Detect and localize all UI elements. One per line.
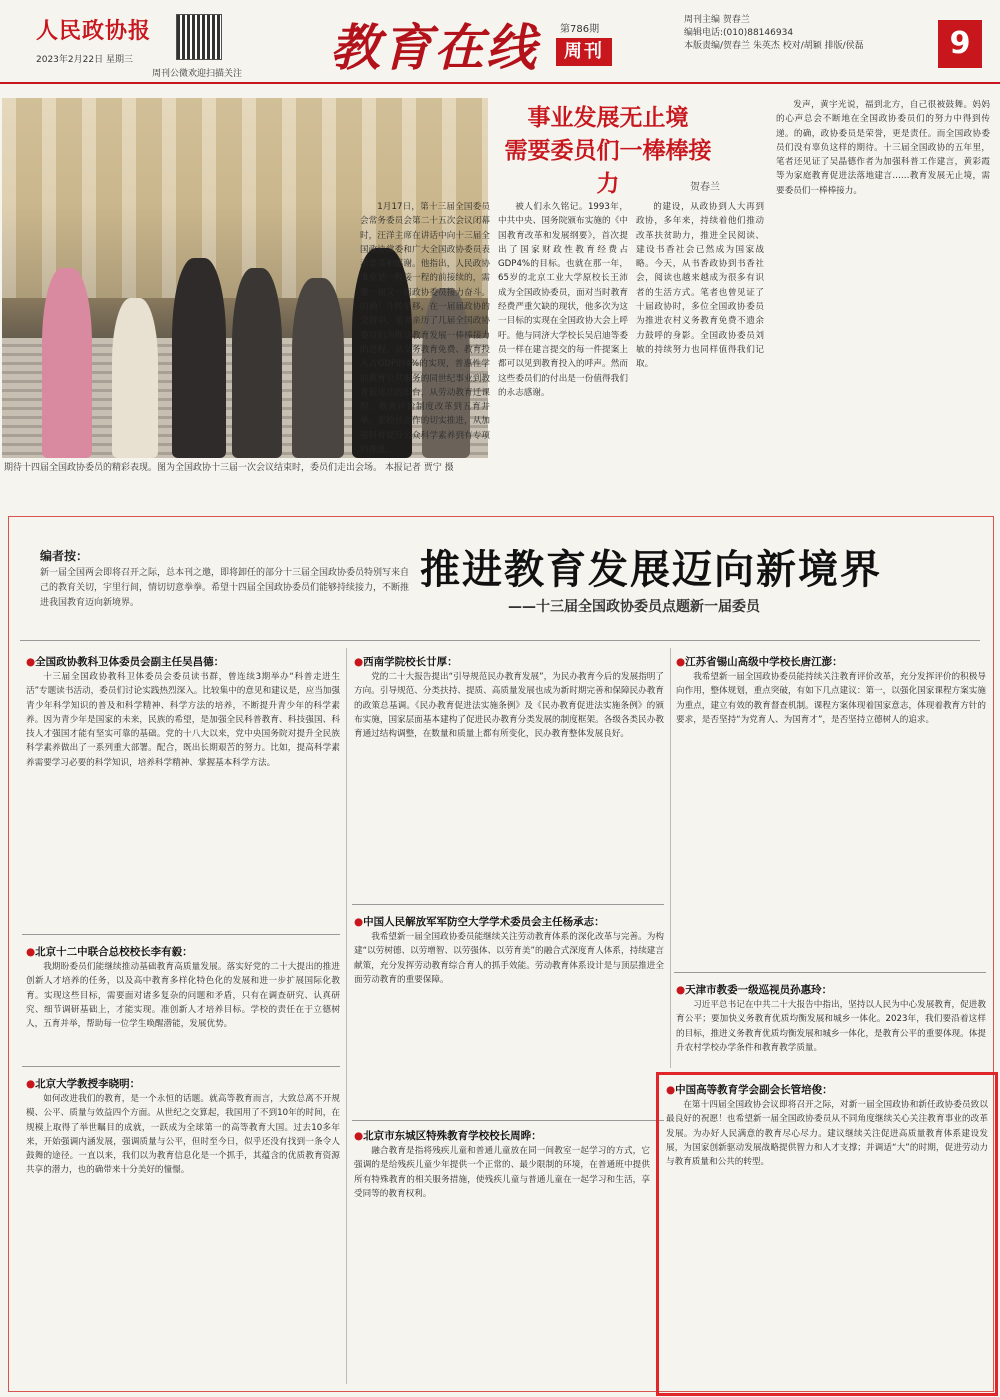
photo-figure — [292, 278, 344, 458]
editor-note: 新一届全国两会即将召开之际，总本刊之邀，即将卸任的部分十三届全国政协委员特别写来自己的教育关切，宇里行间，情切切意拳拳。希望十四届全国政协委员们能够持续接力，不断推进我国教育迈向新境界。 — [40, 568, 410, 608]
photo-figure — [232, 268, 282, 458]
section-heading: ●全国政协教科卫体委员会副主任吴昌德： — [26, 656, 225, 668]
photo-figure — [112, 298, 158, 458]
section-body: 习近平总书记在中共二十大报告中指出，坚持以人民为中心发展教育，促进教育公平；要加快义务教育优质均衡发展和城乡一体化。2023年，我们要沿着这样的目标，推进义务教育优质均衡发展和城乡一体化，是教育公平的重要体现。体提升农村学校办学条件和教育教学质量。 — [676, 1000, 986, 1053]
lead-column — [776, 98, 990, 498]
lead-column — [360, 200, 490, 500]
qr-note: 周刊公微欢迎扫描关注 — [152, 69, 243, 79]
masthead-rule — [0, 82, 1000, 84]
column-divider — [346, 648, 347, 1384]
issue-date: 2023年2月22日 星期三 — [36, 55, 133, 65]
section-body: 党的二十大报告提出“引导规范民办教育发展”，为民办教育今后的发展指明了方向。引导规范、分类扶持、提质、高质量发展也成为新时期完善和保障民办教育的政策总基调。《民办教育促进法实施条例》及《民办教育促进法实施条例》的颁布实施，国家层面基本建构了促进民办教育分类发展的制度框架。各级各类民办教育通过结构调整，在数量和质量上都有所变化，民办教育整体发展良好。 — [354, 672, 664, 740]
section-body: 我期盼委员们能继续推动基础教育高质量发展。落实好党的二十大提出的推进创新人才培养的任务，以及高中教育多样化特色化的发展和进一步扩展国际化教育。实现这些目标，需要面对诸多复杂的问题和矛盾，只有在调查研究、认真研究、细节调研基础上，才能实现。准创新人才培养目标。学校的责任在于立德树人，五育并举，帮助每一位学生唤醒潜能，发展优势。 — [26, 962, 340, 1030]
page-number: 9 — [938, 20, 982, 68]
qr-code-icon — [176, 14, 222, 60]
editor-info-line: 周刊主编 贺春兰 — [684, 15, 750, 25]
lead-paragraph: 发声，黄宇光说，福到北方，自己很被鼓舞。妈妈的心声总会不断地在全国政协委员们的努力中得到传递。的确，政协委员是荣誉，更是责任。而全国政协委员们没有辜负这样的期待。十三届全国政协的五年里，笔者还见证了吴晶德作者为加强科普工作建言，黄彩霞等为家庭教育促进法落地建言……教育发展无止境，需要委员们一棒棒接力。 — [776, 100, 990, 196]
lead-column — [636, 200, 764, 500]
lead-paragraph: 的建设，从政协到人大再到政协，多年来，持续着他们推动改革扶贫助力，推进全民阅读、建设书香社会已然成为国家战略。今天，从书香政协到书香社会，阅读也越来越成为很多有识者的生活方式。笔者也曾见证了十届政协时，多位全国政协委员为推进农村义务教育免费不遗余力鼓呼的身影。全国政协委员刘敏的持续努力也同样值得我们记取。 — [636, 202, 764, 370]
section-body: 融合教育是指将残疾儿童和普通儿童放在同一间教室一起学习的方式，它强调的是给残疾儿童少年提供一个正常的、最少限制的环境，在普通班中提供所有特殊教育的相关服务措施，使残疾儿童与普通儿童在一起学习和生活，享受同等的教育权利。 — [354, 1146, 650, 1199]
section-heading: ●北京大学教授李晓明： — [26, 1078, 141, 1090]
section-heading: ●北京十二中联合总校校长李有毅： — [26, 946, 193, 958]
feature-subtitle: ——十三届全国政协委员点题新一届委员 — [508, 599, 760, 615]
section-body: 在第十四届全国政协会议即将召开之际，对新一届全国政协和新任政协委员致以最良好的祝愿！也希望新一届全国政协委员从不同角度继续关心关注教育事业的改革发展。为办好人民满意的教育尽心尽力。建议继续关注促进高质量教育体系建设发展，为国家创新驱动发展战略提供智力和人才支撑；并调适“大”的时期，促进劳动力与教育质量和公共的转型。 — [666, 1100, 988, 1168]
section-body: 我希望新一届全国政协委员能继续关注劳动教育体系的深化改革与完善。为构建“以劳树德、以劳增智、以劳强体、以劳育美”的融合式深度育人体系，持续建言献策，充分发挥劳动教育综合育人的抓手效能。劳动教育体系设计是与顶层推进全面劳动教育的重要保障。 — [354, 932, 664, 985]
photo-figure — [172, 258, 226, 458]
section-heading: ●中国人民解放军军防空大学学术委员会主任杨承志： — [354, 916, 605, 928]
section-body: 十三届全国政协教科卫体委员会委员读书群，曾连续3期举办“科普走进生活”专题读书活动，委员们讨论实践热烈深入。比较集中的意见和建议是，应当加强青少年科学知识的普及和科学精神、科学方法的培养，不断提升青少年的科学素养。因为青少年是国家的未来，民族的希望，是加强全民科普教育、科技强国、科技人才强国才能有坚实可靠的基础。党的十八大以来，党中央国务院对提升全民族科学素养做出了一系列重大部署。配合，既出长期艰苦的努力。比如，提高科学素养需要学习必要的科学知识，培养科学精神、掌握基本科学方法。 — [26, 672, 340, 768]
headline-line: 需要委员们一棒棒接力 — [504, 138, 712, 197]
section-heading: ●江苏省锡山高级中学校长唐江澎： — [676, 656, 843, 668]
editor-info — [684, 14, 864, 53]
editor-note-label: 编者按： — [40, 549, 89, 563]
lead-paragraph: 1月17日，第十三届全国委员会常务委员会第二十五次会议闭幕时，汪洋主席在讲话中向十三届全国政协常委和广大全国政协委员表示崇高和感谢。他指出，人民政协事业是一程接一程的前接续的，需要一届又一届政协委员接力奋斗。的确！斗转星移，在一届届政协的交替中，笔者亲历了几届全国政协委员们为推动教育发展一棒棒接力的进程。从义务教育免费、教育投入占GDP的4%的实现，普惠性学前教育公共服务的同世纪事业到教育低迷法的出台，从劳动教育迁课程、教育评价制度改革到五育并举，家校社合作的切实推进，从加强科普提升公众科学素养到有专项的推进。 — [360, 202, 490, 456]
section-divider — [352, 1120, 664, 1121]
lead-paragraph: 被人们永久铭记。1993年，中共中央、国务院颁布实施的《中国教育改革和发展纲要》，首次提出了国家财政性教育经费占GDP4%的目标。也就在那一年，65岁的北京工业大学原校长王沛成为全国政协委员，面对当时教育经费严重欠缺的现状，他多次为这一目标的实现在全国政协大会上呼吁。他与同济大学校长吴启迪等委员一样在建言提交的每一件提案上都可以见到教育投入的呼声。然而这些委员们的付出是一份值得我们的永志感谢。 — [498, 202, 628, 398]
editor-info-line: 本版责编/贺春兰 朱英杰 校对/胡颖 排版/侯磊 — [684, 41, 864, 51]
editor-info-line: 编辑电话:(010)88146934 — [684, 28, 794, 38]
newspaper-logo: 人民政协报 — [36, 18, 152, 44]
photo-figure — [42, 268, 92, 458]
column-divider — [670, 648, 671, 1068]
section-heading: ●西南学院校长廿厚： — [354, 656, 458, 668]
headline-line: 事业发展无止境 — [527, 105, 689, 131]
section-heading: ●中国高等教育学会副会长管培俊： — [666, 1084, 833, 1096]
section-divider — [674, 972, 986, 973]
section-body: 如何改进我们的教育，是一个永恒的话题。就高等教育而言，大致总离不开规模、公平、质量与效益四个方面。从世纪之交算起，我国用了不到10年的时间，在规模上取得了举世瞩目的成就，一跃成为全球第一的高等教育大国。过去10多年来，开始强调内涵发展，强调质量与公平，但时至今日，似乎还没有找到一条令人鼓舞的途径。一直以来，我们以为教育信息化是一个抓手，其蕴含的优质教育资源共享的潜力，也的确带来十分美好的憧憬。 — [26, 1094, 340, 1176]
section-brand: 教育在线 — [330, 18, 538, 77]
section-divider — [22, 934, 340, 935]
feature-title: 推进教育发展迈向新境界 — [420, 546, 882, 593]
section-heading: ●天津市教委一级巡视员孙惠玲： — [676, 984, 833, 996]
section-divider — [22, 1066, 340, 1067]
issue-number: 第786期 — [560, 24, 600, 35]
lead-column — [498, 200, 628, 500]
lead-byline: 贺春兰 — [690, 182, 720, 193]
section-divider — [352, 904, 664, 905]
section-body: 我希望新一届全国政协委员能持续关注教育评价改革，充分发挥评价的积极导向作用，整体规划，重点突破，有如下几点建议：第一，以强化国家课程方案实施为重点，建立有效的教育督查机制。课程方案体现着国家意志，体现着教育方针的要求，是否坚持“为党育人、为国育才”，是否坚持立德树人的追求。 — [676, 672, 986, 725]
photo-caption: 期待十四届全国政协委员的精彩表现。图为全国政协十三届一次会议结束时，委员们走出会场。 本报记者 贾宁 摄 — [4, 463, 454, 473]
weekly-badge: 周刊 — [556, 38, 612, 66]
lead-headline — [500, 102, 716, 201]
feature-divider — [20, 640, 980, 641]
section-heading: ●北京市东城区特殊教育学校校长周晔： — [354, 1130, 542, 1142]
